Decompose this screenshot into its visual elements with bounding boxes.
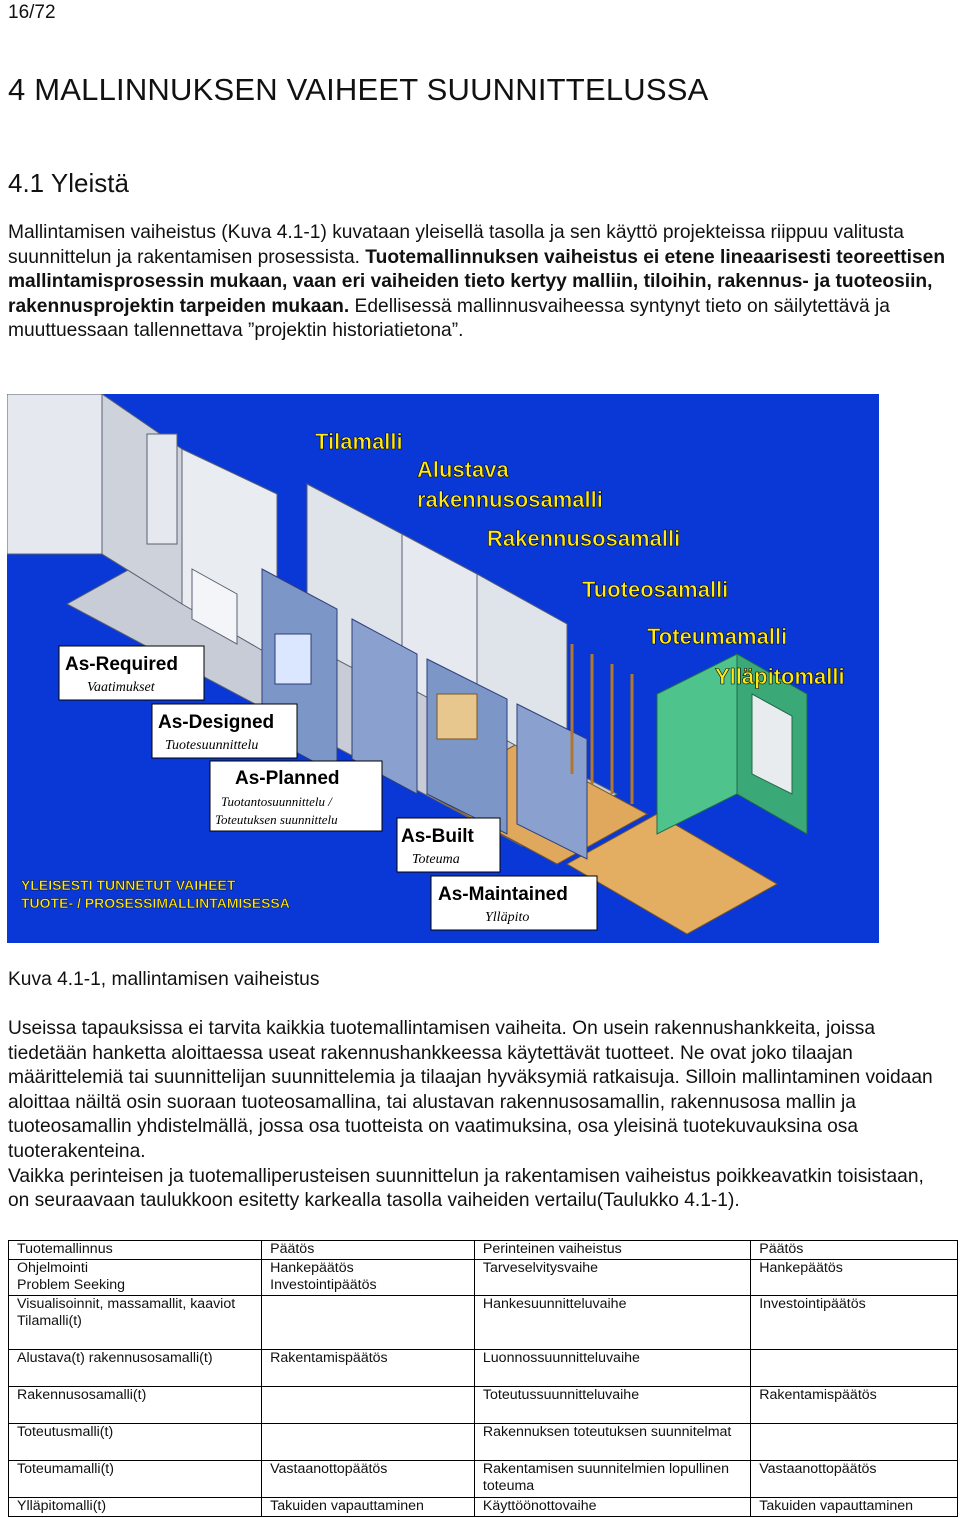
table-cell: Hankepäätös Investointipäätös	[262, 1259, 475, 1295]
table-row	[9, 1386, 958, 1423]
table-cell: Rakennusosamalli(t)	[9, 1386, 262, 1423]
table-header: Päätös	[262, 1241, 475, 1260]
table-row	[9, 1497, 958, 1516]
table-row	[9, 1460, 958, 1497]
svg-text:Ylläpito: Ylläpito	[485, 910, 530, 925]
table-cell	[262, 1295, 475, 1349]
intro-text-b: Edellisessä mallinnusvaiheessa syntynyt tieto on säilytettävä ja muuttuessaan tallennettava ”projektin historiatietona”.	[8, 295, 890, 342]
table-cell: Tarveselvitysvaihe	[474, 1259, 750, 1295]
table-header: Tuotemallinnus	[9, 1241, 262, 1260]
table-cell: Luonnossuunnitteluvaihe	[474, 1349, 750, 1386]
table-cell: Rakentamispäätös	[751, 1386, 958, 1423]
figure-caption: Kuva 4.1-1, mallintamisen vaiheistus	[8, 969, 320, 990]
banner-line-2: TUOTE- / PROSESSIMALLINTAMISESSA	[21, 895, 290, 911]
table-cell: Hankesuunnitteluvaihe	[474, 1295, 750, 1349]
label-yllapitomalli: Ylläpitomalli	[715, 664, 845, 689]
label-rakennusosamalli: Rakennusosamalli	[487, 526, 681, 551]
body-paragraph	[8, 1017, 948, 1214]
chapter-heading: 4 MALLINNUKSEN VAIHEET SUUNNITTELUSSA	[8, 72, 709, 107]
table-cell: Takuiden vapauttaminen	[751, 1497, 958, 1516]
label-alustava: Alustava	[417, 457, 509, 482]
phase-as-built	[397, 818, 500, 872]
table-cell: Investointipäätös	[751, 1295, 958, 1349]
phase-comparison-table	[8, 1240, 958, 1517]
table-cell: Rakentamispäätös	[262, 1349, 475, 1386]
table-cell: Rakennuksen toteutuksen suunnitelmat	[474, 1423, 750, 1460]
banner-line-1: YLEISESTI TUNNETUT VAIHEET	[21, 877, 236, 893]
intro-text-bold: Tuotemallinnuksen vaiheistus ei etene lineaarisesti teoreettisen mallintamisprosessin mukaan, vaan eri vaiheiden tieto kertyy malliin, tiloihin, rakennus- ja tuoteosiin, rakennusprojektin tarpeiden mukaan.	[8, 246, 946, 317]
table-cell: Toteumamalli(t)	[9, 1460, 262, 1497]
table-cell	[751, 1423, 958, 1460]
table-cell	[262, 1423, 475, 1460]
table-cell: Toteutusmalli(t)	[9, 1423, 262, 1460]
svg-text:As-Maintained: As-Maintained	[438, 884, 568, 905]
table-header: Perinteinen vaiheistus	[474, 1241, 750, 1260]
table-cell: Hankepäätös	[751, 1259, 958, 1295]
intro-text-a: Mallintamisen vaiheistus (Kuva 4.1-1) kuvataan yleisellä tasolla ja sen käyttö projekteissa riippuu valitusta suunnittelun ja rakentamisen prosessista.	[8, 222, 904, 268]
table-cell: Käyttöönottovaihe	[474, 1497, 750, 1516]
label-toteumamalli: Toteumamalli	[647, 624, 788, 649]
svg-text:Tuotesuunnittelu: Tuotesuunnittelu	[165, 738, 259, 753]
svg-text:As-Designed: As-Designed	[158, 712, 275, 733]
table-cell: Rakentamisen suunnitelmien lopullinen toteuma	[474, 1460, 750, 1497]
svg-text:As-Built: As-Built	[401, 826, 474, 847]
table-cell: Takuiden vapauttaminen	[262, 1497, 475, 1516]
table-row	[9, 1423, 958, 1460]
table-cell	[751, 1349, 958, 1386]
table-cell: Toteutussuunnitteluvaihe	[474, 1386, 750, 1423]
svg-text:Vaatimukset: Vaatimukset	[87, 680, 155, 695]
label-tilamalli: Tilamalli	[315, 429, 403, 454]
table-cell: Ohjelmointi Problem Seeking	[9, 1259, 262, 1295]
svg-text:Toteutuksen suunnittelu: Toteutuksen suunnittelu	[215, 812, 338, 827]
modelling-phases-figure	[7, 394, 879, 943]
label-tuoteosamalli: Tuoteosamalli	[582, 577, 729, 602]
svg-text:As-Required: As-Required	[65, 654, 178, 675]
page-number: 16/72	[8, 2, 56, 23]
phase-as-planned	[210, 761, 382, 831]
body-text: Useissa tapauksissa ei tarvita kaikkia tuotemallintamisen vaiheita. On usein rakennushankkeita, joissa tiedetään hanketta aloittaessa useat rakennushankkeessa käytettävät tuotteet. Ne ovat joko tilaajan määrittelemiä tai suunnittelijan suunnittelemia ja tilaajan hyväksymiä ratkaisuja. Silloin mallintaminen voidaan aloittaa näiltä osin suoraan tuoteosamallina, tai alustavan rakennusosamallin, rakennusosa mallin ja tuoteosamallin yhdistelmällä, jossa osa tuotteista on vaatimuksina, osa yleisinä tuotekuvauksina osa tuoterakenteina. Vaikka perinteisen ja tuotemalliperusteisen suunnittelun ja rakentamisen vaiheistus poikkeavatkin toisistaan, on seuraavaan taulukkoon esitetty karkealla tasolla vaiheiden vertailu(Taulukko 4.1-1).	[8, 1018, 933, 1212]
label-alustava-rakennusosamalli: rakennusosamalli	[417, 487, 603, 512]
table-cell	[262, 1386, 475, 1423]
table-cell: Vastaanottopäätös	[262, 1460, 475, 1497]
svg-text:As-Planned: As-Planned	[235, 768, 340, 789]
table-cell: Alustava(t) rakennusosamalli(t)	[9, 1349, 262, 1386]
table-header: Päätös	[751, 1241, 958, 1260]
table-row	[9, 1259, 958, 1295]
phase-as-maintained	[431, 876, 597, 930]
section-heading: 4.1 Yleistä	[8, 168, 129, 198]
table-row	[9, 1295, 958, 1349]
table-header-row	[9, 1241, 958, 1260]
phase-as-required	[59, 646, 204, 700]
svg-text:Toteuma: Toteuma	[412, 852, 460, 867]
intro-paragraph	[8, 221, 948, 344]
table-row	[9, 1349, 958, 1386]
table-cell: Visualisoinnit, massamallit, kaaviot Tilamalli(t)	[9, 1295, 262, 1349]
table-cell: Vastaanottopäätös	[751, 1460, 958, 1497]
svg-text:Tuotantosuunnittelu /: Tuotantosuunnittelu /	[221, 794, 332, 809]
phase-as-designed	[152, 704, 297, 758]
table-cell: Ylläpitomalli(t)	[9, 1497, 262, 1516]
